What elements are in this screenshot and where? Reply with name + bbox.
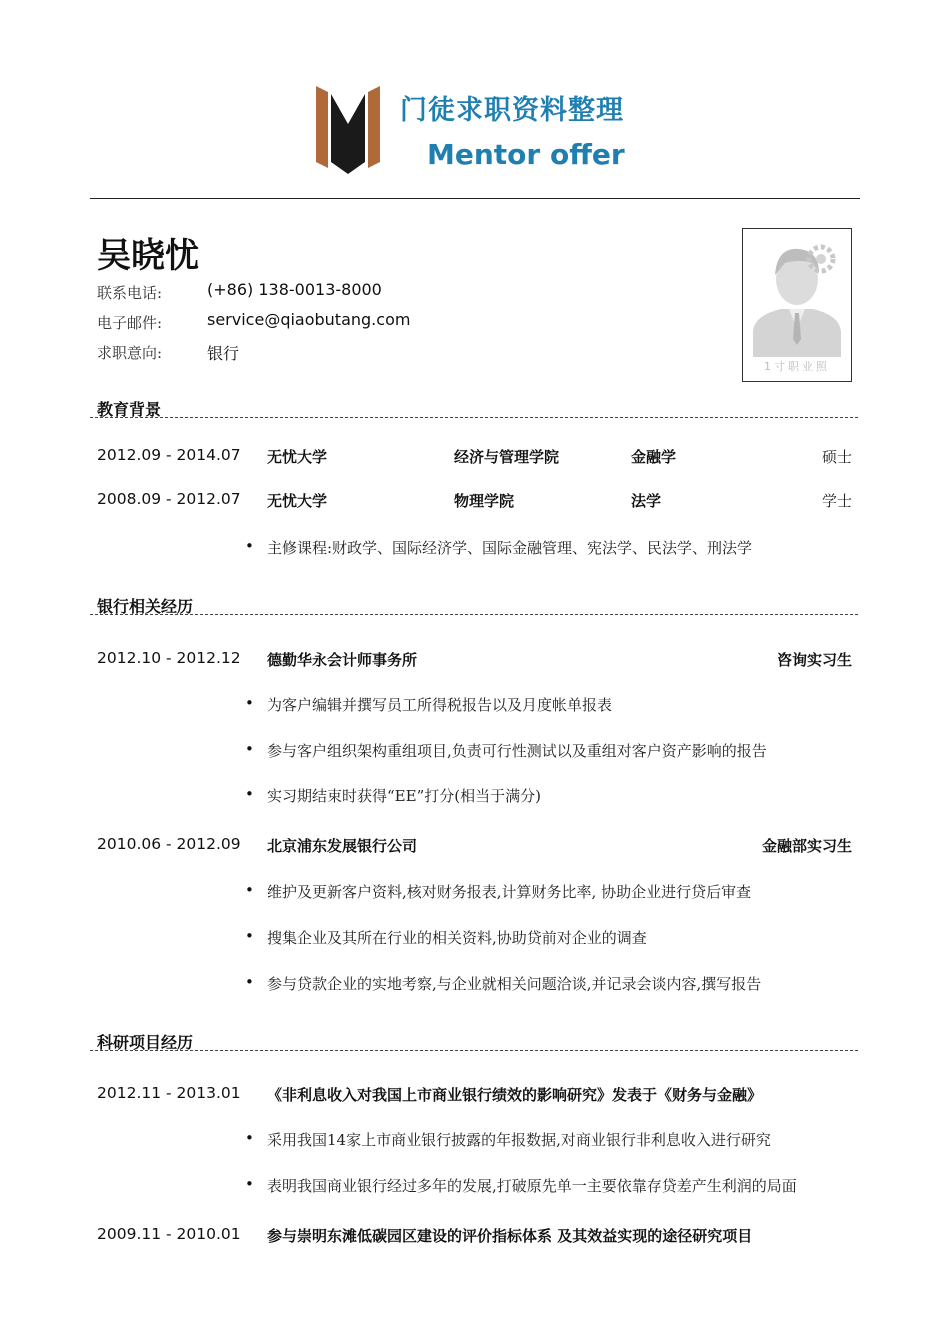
bank-experience-divider xyxy=(90,614,858,615)
person-placeholder-icon xyxy=(743,229,851,359)
profile-photo xyxy=(742,228,852,382)
email-value: service@qiaobutang.com xyxy=(207,310,411,329)
mentor-logo-icon xyxy=(314,82,382,174)
email-label: 电子邮件: xyxy=(97,314,163,332)
intent-value: 银行 xyxy=(207,344,240,363)
research-title: 参与崇明东滩低碳园区建设的评价指标体系 及其效益实现的途径研究项目 xyxy=(267,1227,753,1245)
bullet-icon: • xyxy=(245,1175,254,1193)
experience-org: 德勤华永会计师事务所 xyxy=(267,651,418,669)
intent-label: 求职意向: xyxy=(97,344,163,362)
bullet-icon: • xyxy=(245,881,254,899)
experience-bullet: 参与贷款企业的实地考察,与企业就相关问题洽谈,并记录会谈内容,撰写报告 xyxy=(267,975,762,993)
bullet-icon: • xyxy=(245,740,254,758)
education-major: 法学 xyxy=(631,492,662,510)
education-college: 经济与管理学院 xyxy=(454,448,560,466)
education-college: 物理学院 xyxy=(454,492,515,510)
research-title: 《非利息收入对我国上市商业银行绩效的影响研究》发表于《财务与金融》 xyxy=(267,1086,763,1104)
research-date: 2012.11 - 2013.01 xyxy=(97,1084,241,1102)
experience-bullet: 参与客户组织架构重组项目,负责可行性测试以及重组对客户资产影响的报告 xyxy=(267,742,767,760)
education-courses: 主修课程:财政学、国际经济学、国际金融管理、宪法学、民法学、刑法学 xyxy=(267,539,753,557)
experience-date: 2010.06 - 2012.09 xyxy=(97,835,241,853)
education-school: 无忧大学 xyxy=(267,448,328,466)
bullet-icon: • xyxy=(245,1129,254,1147)
bullet-icon: • xyxy=(245,973,254,991)
experience-date: 2012.10 - 2012.12 xyxy=(97,649,241,667)
experience-bullet: 为客户编辑并撰写员工所得税报告以及月度帐单报表 xyxy=(267,696,613,714)
experience-role: 金融部实习生 xyxy=(761,837,852,855)
candidate-name: 吴晓忧 xyxy=(97,236,199,276)
education-major: 金融学 xyxy=(631,448,677,466)
education-section-title: 教育背景 xyxy=(97,400,162,419)
experience-org: 北京浦东发展银行公司 xyxy=(267,837,418,855)
education-school: 无忧大学 xyxy=(267,492,328,510)
bank-experience-section-title: 银行相关经历 xyxy=(97,597,194,616)
bullet-icon: • xyxy=(245,927,254,945)
header-divider xyxy=(90,198,860,199)
education-degree: 学士 xyxy=(821,492,852,510)
education-degree: 硕士 xyxy=(821,448,852,466)
education-date: 2008.09 - 2012.07 xyxy=(97,490,241,508)
experience-bullet: 维护及更新客户资料,核对财务报表,计算财务比率, 协助企业进行贷后审查 xyxy=(267,883,752,901)
logo-title-cn: 门徒求职资料整理 xyxy=(400,95,624,126)
experience-role: 咨询实习生 xyxy=(776,651,852,669)
bullet-icon: • xyxy=(245,694,254,712)
education-date: 2012.09 - 2014.07 xyxy=(97,446,241,464)
experience-bullet: 搜集企业及其所在行业的相关资料,协助贷前对企业的调查 xyxy=(267,929,647,947)
logo-title-en: Mentor offer xyxy=(427,138,625,171)
research-bullet: 表明我国商业银行经过多年的发展,打破原先单一主要依靠存贷差产生利润的局面 xyxy=(267,1177,797,1195)
bullet-icon: • xyxy=(245,785,254,803)
phone-value: (+86) 138-0013-8000 xyxy=(207,280,382,299)
research-bullet: 采用我国14家上市商业银行披露的年报数据,对商业银行非利息收入进行研究 xyxy=(267,1131,771,1149)
research-section-title: 科研项目经历 xyxy=(97,1033,194,1052)
research-divider xyxy=(90,1050,858,1051)
phone-label: 联系电话: xyxy=(97,284,163,302)
research-date: 2009.11 - 2010.01 xyxy=(97,1225,241,1243)
photo-caption: 1寸职业照 xyxy=(764,360,830,373)
education-divider xyxy=(90,417,858,418)
experience-bullet: 实习期结束时获得“EE”打分(相当于满分) xyxy=(267,787,541,805)
bullet-icon: • xyxy=(245,537,254,555)
